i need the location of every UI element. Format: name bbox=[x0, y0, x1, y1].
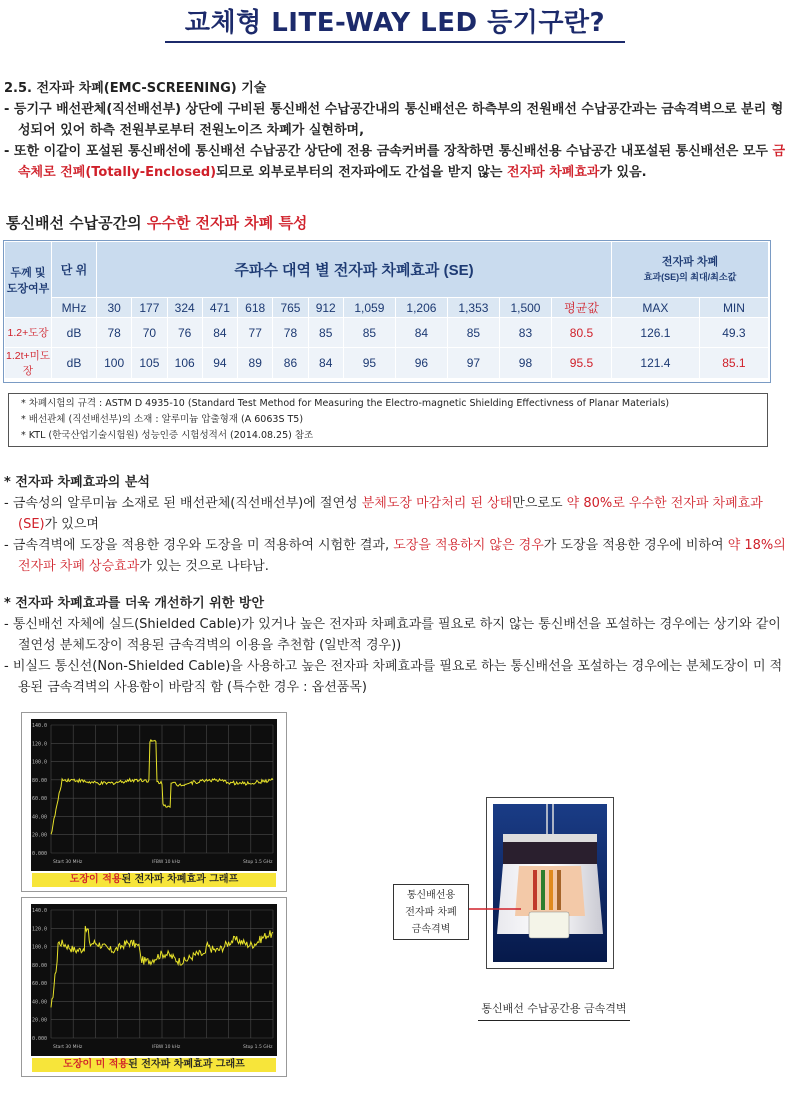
se-value: 98 bbox=[499, 348, 551, 379]
page-title: 교체형 LITE-WAY LED 등기구란? bbox=[165, 2, 625, 43]
freq-header: 30 bbox=[97, 298, 132, 318]
test-notes bbox=[8, 393, 768, 447]
se-value: 84 bbox=[395, 318, 447, 348]
section-improve bbox=[4, 593, 788, 698]
label-line: 금속격벽 bbox=[411, 924, 451, 935]
max-value: 126.1 bbox=[611, 318, 699, 348]
chart-caption: 도장이 미 적용된 전자파 차폐효과 그래프 bbox=[32, 1058, 276, 1072]
freq-header: 471 bbox=[202, 298, 237, 318]
y-tick-label: 20.00 bbox=[32, 1017, 48, 1024]
y-tick-label: 60.00 bbox=[32, 981, 48, 988]
y-tick-label: 40.00 bbox=[32, 999, 48, 1006]
avg-value: 95.5 bbox=[551, 348, 611, 379]
se-value: 95 bbox=[343, 348, 395, 379]
spectrum-screen bbox=[31, 904, 277, 1056]
header-side: 전자파 차폐 효과(SE)의 최대/최소값 bbox=[611, 242, 768, 298]
freq-header: 1,500 bbox=[499, 298, 551, 318]
se-value: 84 bbox=[202, 318, 237, 348]
y-tick-label: 120.0 bbox=[32, 741, 48, 748]
freq-header: 765 bbox=[273, 298, 308, 318]
row-unit: dB bbox=[52, 348, 97, 379]
se-value: 105 bbox=[132, 348, 167, 379]
pointer-line bbox=[469, 905, 521, 913]
y-tick-label: 80.00 bbox=[32, 777, 48, 784]
se-value: 96 bbox=[395, 348, 447, 379]
y-tick-label: 100.0 bbox=[32, 944, 48, 951]
header-main: 주파수 대역 별 전자파 차폐효과 (SE) bbox=[97, 242, 612, 298]
section-analysis bbox=[4, 472, 788, 577]
y-tick-label: 80.00 bbox=[32, 962, 48, 969]
se-value: 106 bbox=[167, 348, 202, 379]
partition-illustration bbox=[493, 804, 607, 962]
label-line: 전자파 차폐 bbox=[405, 907, 457, 918]
header-unit: 단 위 bbox=[52, 242, 97, 298]
min-header: MIN bbox=[699, 298, 768, 318]
row-unit: dB bbox=[52, 318, 97, 348]
freq-header: 618 bbox=[238, 298, 273, 318]
freq-header: 177 bbox=[132, 298, 167, 318]
metal-partition-photo bbox=[486, 797, 614, 969]
y-tick-label: 140.0 bbox=[32, 908, 48, 914]
se-value: 85 bbox=[308, 318, 343, 348]
y-tick-label: 140.0 bbox=[32, 723, 48, 729]
unit-mhz: MHz bbox=[52, 298, 97, 318]
chart-coated bbox=[21, 712, 287, 892]
analysis-heading: * 전자파 차폐효과의 분석 bbox=[4, 475, 150, 490]
photo-caption: 통신배선 수납공간용 금속격벽 bbox=[478, 1000, 630, 1021]
row-name: 1.2+도장 bbox=[5, 318, 52, 348]
se-value: 78 bbox=[97, 318, 132, 348]
se-value: 97 bbox=[447, 348, 499, 379]
y-tick-label: 100.0 bbox=[32, 759, 48, 766]
chart-caption: 도장이 적용된 전자파 차폐효과 그래프 bbox=[32, 873, 276, 887]
freq-header: 324 bbox=[167, 298, 202, 318]
se-value: 76 bbox=[167, 318, 202, 348]
label-line: 통신배선용 bbox=[406, 890, 456, 901]
avg-header: 평균값 bbox=[551, 298, 611, 318]
header-thickness: 두께 및 도장여부 bbox=[5, 242, 52, 318]
y-tick-label: 0.000 bbox=[32, 1036, 48, 1042]
bullet-2: - 또한 이같이 포설된 통신배선에 통신배선 수납공간 상단에 전용 금속커버를 장착하면 통신배선용 수납공간 내포설된 통신배선은 모두 금속체로 전폐(Totally-Enclosed)되므로 외부로부터의 전자파에도 간섭을 받지 않는 전자파 차폐효과가 있음. bbox=[4, 144, 786, 180]
se-value: 78 bbox=[273, 318, 308, 348]
note-line: * 차폐시험의 규격 : ASTM D 4935-10 (Standard Test Method for Measuring the Electro-magnetic Shielding Effectivness of Planar Materials) bbox=[21, 398, 670, 409]
se-value: 84 bbox=[308, 348, 343, 379]
spectrum-screen bbox=[31, 719, 277, 871]
screen-footer-label: IFBW 10 kHz bbox=[152, 860, 181, 865]
se-value: 85 bbox=[343, 318, 395, 348]
section-heading: 2.5. 전자파 차폐(EMC-SCREENING) 기술 bbox=[4, 81, 267, 96]
improve-bullet-1: - 통신배선 자체에 실드(Shielded Cable)가 있거나 높은 전자파 차폐효과를 필요로 하지 않는 통신배선을 포설하는 경우에는 상기와 같이 절연성 분체도장이 적용된 금속격벽의 이용을 추천함 (일반적 경우)) bbox=[4, 617, 781, 653]
improve-bullet-2: - 비실드 통신선(Non-Shielded Cable)을 사용하고 높은 전자파 차폐효과를 필요로 하는 통신배선을 포설하는 경우에는 분체도장이 미 적용된 금속격벽의 사용함이 바람직 함 (특수한 경우 : 옵션품목) bbox=[4, 659, 783, 695]
se-value: 100 bbox=[97, 348, 132, 379]
min-value: 85.1 bbox=[699, 348, 768, 379]
bullet-1: - 등기구 배선관체(직선배선부) 상단에 구비된 통신배선 수납공간내의 통신배선은 하측부의 전원배선 수납공간과는 금속격벽으로 분리 형성되어 있어 하측 전원부로부터 전원노이즈 차폐가 실현하며, bbox=[4, 102, 784, 138]
se-value: 70 bbox=[132, 318, 167, 348]
row-name: 1.2t+미도장 bbox=[5, 348, 52, 379]
freq-header: 1,059 bbox=[343, 298, 395, 318]
se-value: 77 bbox=[238, 318, 273, 348]
analysis-bullet-1: - 금속성의 알루미늄 소재로 된 배선관체(직선배선부)에 절연성 분체도장 마감처리 된 상태만으로도 약 80%로 우수한 전자파 차폐효과(SE)가 있으며 bbox=[4, 496, 763, 532]
max-header: MAX bbox=[611, 298, 699, 318]
section-emc bbox=[4, 78, 788, 183]
max-value: 121.4 bbox=[611, 348, 699, 379]
y-tick-label: 20.00 bbox=[32, 832, 48, 839]
chart-uncoated bbox=[21, 897, 287, 1077]
se-value: 85 bbox=[447, 318, 499, 348]
freq-header: 912 bbox=[308, 298, 343, 318]
partition-label bbox=[393, 884, 469, 940]
y-tick-label: 120.0 bbox=[32, 926, 48, 933]
se-value: 94 bbox=[202, 348, 237, 379]
avg-value: 80.5 bbox=[551, 318, 611, 348]
se-table bbox=[4, 241, 769, 379]
screen-footer-label: Start 30 MHz bbox=[53, 1045, 83, 1050]
table-heading: 통신배선 수납공간의 우수한 전자파 차폐 특성 bbox=[6, 214, 308, 232]
screen-footer-label: Start 30 MHz bbox=[53, 860, 83, 865]
screen-footer-label: Stop 1.5 GHz bbox=[243, 1045, 273, 1050]
note-line: * 배선관체 (직선배선부)의 소재 : 알루미늄 압출형재 (A 6063S T5) bbox=[21, 414, 304, 425]
screen-footer-label: Stop 1.5 GHz bbox=[243, 860, 273, 865]
y-tick-label: 60.00 bbox=[32, 796, 48, 803]
freq-header: 1,206 bbox=[395, 298, 447, 318]
min-value: 49.3 bbox=[699, 318, 768, 348]
freq-header: 1,353 bbox=[447, 298, 499, 318]
screen-footer-label: IFBW 10 kHz bbox=[152, 1045, 181, 1050]
se-value: 83 bbox=[499, 318, 551, 348]
improve-heading: * 전자파 차폐효과를 더욱 개선하기 위한 방안 bbox=[4, 596, 264, 611]
analysis-bullet-2: - 금속격벽에 도장을 적용한 경우와 도장을 미 적용하여 시험한 결과, 도장을 적용하지 않은 경우가 도장을 적용한 경우에 비하여 약 18%의 전자파 차폐 상승효과가 있는 것으로 나타남. bbox=[4, 538, 786, 574]
se-value: 86 bbox=[273, 348, 308, 379]
y-tick-label: 40.00 bbox=[32, 814, 48, 821]
y-tick-label: 0.000 bbox=[32, 851, 48, 857]
se-value: 89 bbox=[238, 348, 273, 379]
note-line: * KTL (한국산업기술시험원) 성능인증 시험성적서 (2014.08.25) 참조 bbox=[21, 430, 314, 441]
